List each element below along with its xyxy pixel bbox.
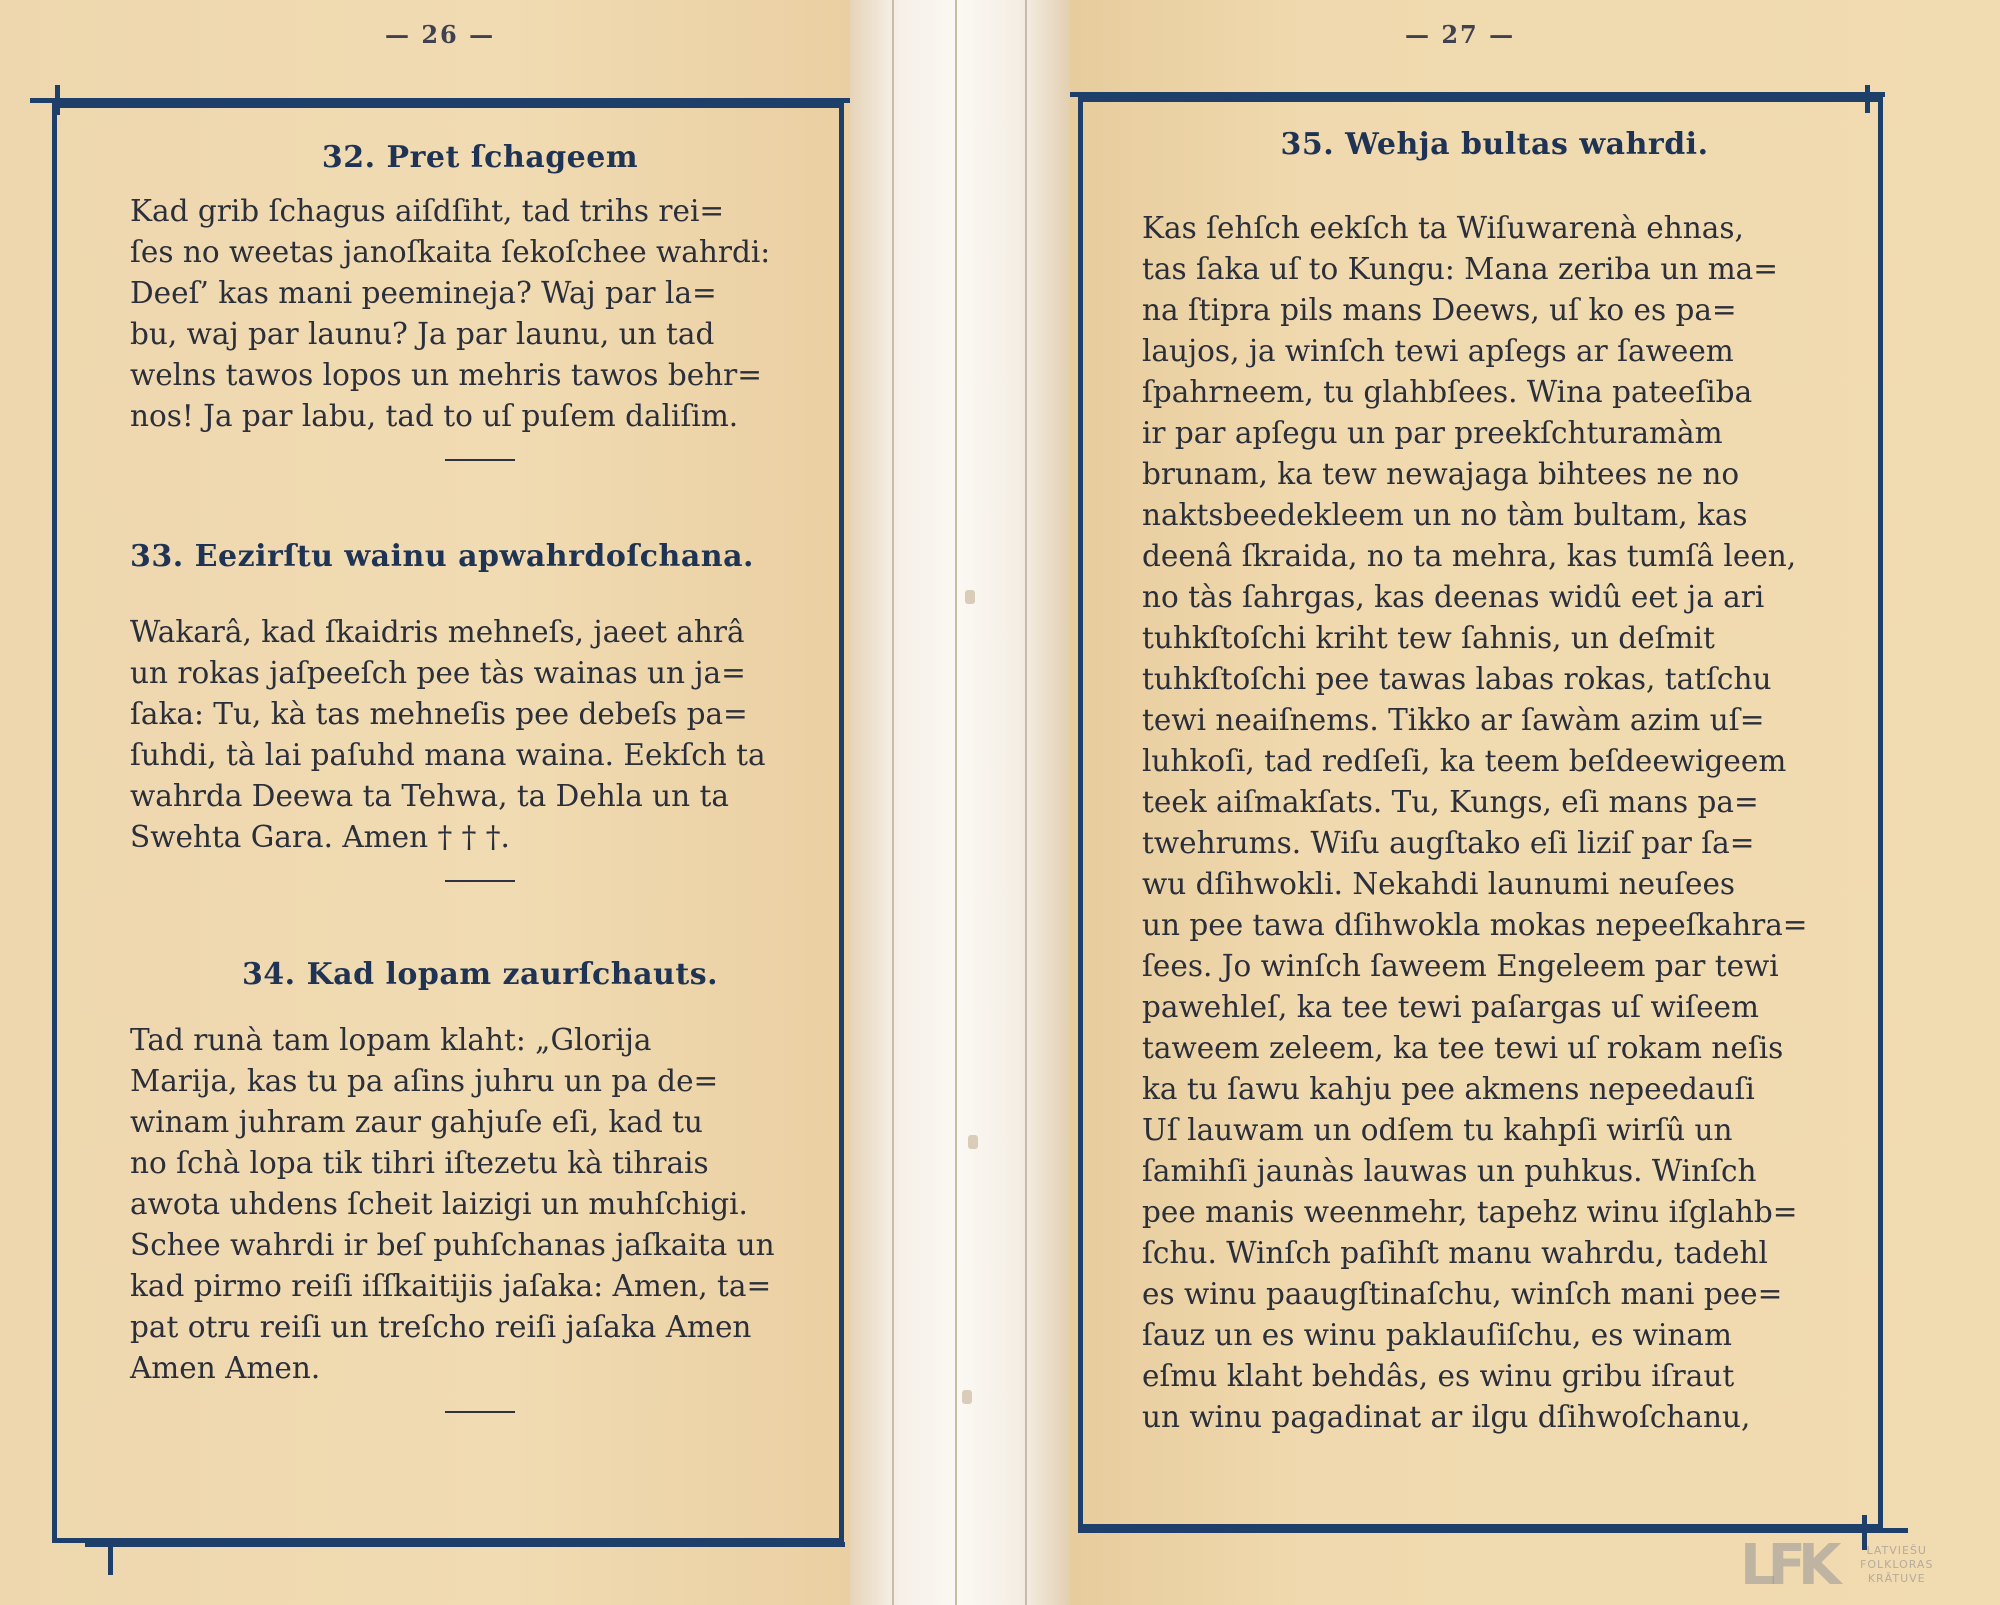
paragraph-line: tas ſaka uſ to Kungu: Mana zeriba un ma= <box>1142 252 1778 286</box>
paragraph-line: un rokas jaſpeeſch pee tàs wainas un ja= <box>130 656 746 690</box>
paragraph-line: ſees. Jo winſch ſaweem Engeleem par tewi <box>1142 949 1779 983</box>
lfk-logo-icon: LFK <box>1740 1532 1834 1598</box>
archive-name: LATVIEŠU FOLKLORAS KRĀTUVE <box>1860 1544 1934 1585</box>
archive-logo <box>1740 1530 1990 1600</box>
section-divider <box>445 880 515 882</box>
paragraph-line: tuhkſtoſchi pee tawas labas rokas, tatſchu <box>1142 662 1772 696</box>
paragraph-line: tuhkſtoſchi kriht tew ſahnis, un deſmit <box>1142 621 1715 655</box>
paragraph-line: taweem zeleem, ka tee tewi uſ rokam neſis <box>1142 1031 1784 1065</box>
section-heading: 35. Wehja bultas wahrdi. <box>1280 127 1709 162</box>
book-gutter <box>850 0 1070 1605</box>
section-heading: 34. Kad lopam zaurſchauts. <box>241 957 719 992</box>
section-34 <box>130 957 830 1413</box>
paragraph-line: ka tu ſawu kahju pee akmens nepeedauſi <box>1142 1072 1755 1106</box>
paragraph-line: ſes no weetas janoſkaita ſekoſchee wahrdi: <box>130 235 771 269</box>
paragraph-line: Swehta Gara. Amen † † †. <box>130 820 510 854</box>
right-paragraph <box>1142 208 1847 1438</box>
paragraph-line: ſauz un es winu paklauſiſchu, es winam <box>1142 1318 1732 1352</box>
paragraph-line: teek aiſmakſats. Tu, Kungs, eſi mans pa= <box>1142 785 1759 819</box>
paragraph-line: Uſ lauwam un odſem tu kahpſi wirſû un <box>1142 1113 1733 1147</box>
paragraph-line: luhkoſi, tad redſeſi, ka teem beſdeewigeem <box>1142 744 1787 778</box>
paragraph-line: ir par apſegu un par preekſchturamàm <box>1142 416 1723 450</box>
paragraph-line: no tàs ſahrgas, kas deenas widû eet ja ari <box>1142 580 1765 614</box>
paragraph-line: na ſtipra pils mans Deews, uſ ko es pa= <box>1142 293 1737 327</box>
paragraph-line: pat otru reiſi un treſcho reiſi jaſaka Amen <box>130 1310 752 1344</box>
paragraph-line: ſuhdi, tà lai paſuhd mana waina. Eekſch ta <box>130 738 766 772</box>
left-text-block <box>130 140 830 1413</box>
paragraph-line: kad pirmo reiſi iſſkaitijis jaſaka: Amen, ta= <box>130 1269 772 1303</box>
paragraph-line: pawehleſ, ka tee tewi paſargas uſ wiſeem <box>1142 990 1759 1024</box>
paragraph-line: Kas ſehſch eekſch ta Wiſuwarenà ehnas, <box>1142 211 1744 245</box>
paragraph-line: welns tawos lopos un mehris tawos behr= <box>130 358 762 392</box>
paragraph-line: ſpahrneem, tu glahbſees. Wina pateeſiba <box>1142 375 1753 409</box>
paragraph-line: Tad runà tam lopam klaht: „Glorija <box>130 1023 652 1057</box>
paragraph-line: naktsbeedekleem un no tàm bultam, kas <box>1142 498 1748 532</box>
paragraph-line: awota uhdens ſcheit laizigi un muhſchigi. <box>130 1187 748 1221</box>
paragraph-line: Amen Amen. <box>130 1351 321 1385</box>
paragraph-line: Deeſ’ kas mani peemineja? Waj par la= <box>130 276 717 310</box>
paragraph-line: eſmu klaht behdâs, es winu gribu iſraut <box>1142 1359 1735 1393</box>
paragraph-line: winam juhram zaur gahjuſe eſi, kad tu <box>130 1105 703 1139</box>
paragraph-line: tewi neaiſnems. Tikko ar ſawàm azim uſ= <box>1142 703 1765 737</box>
paragraph-line: Marija, kas tu pa aſins juhru un pa de= <box>130 1064 719 1098</box>
paragraph-line: pee manis weenmehr, tapehz winu iſglahb= <box>1142 1195 1798 1229</box>
section-divider <box>445 459 515 461</box>
bottom-rule-left <box>85 1542 845 1547</box>
paragraph-line: wahrda Deewa ta Tehwa, ta Dehla un ta <box>130 779 729 813</box>
paragraph-line: un winu pagadinat ar ilgu dſihwoſchanu, <box>1142 1400 1751 1434</box>
section-heading: 32. Pret ſchageem <box>321 140 639 175</box>
paragraph-line: ſaka: Tu, kà tas mehneſis pee debeſs pa= <box>130 697 748 731</box>
paragraph-line: Wakarâ, kad ſkaidris mehneſs, jaeet ahrâ <box>130 615 745 649</box>
paragraph-line: un pee tawa dſihwokla mokas nepeeſkahra= <box>1142 908 1808 942</box>
page-number-left: — 26 — <box>385 20 496 49</box>
page-number-right: — 27 — <box>1405 20 1516 49</box>
paragraph-line: Kad grib ſchagus aiſdſiht, tad trihs rei= <box>130 194 725 228</box>
paragraph-line: wu dſihwokli. Nekahdi launumi neuſees <box>1142 867 1736 901</box>
paragraph-line: deenâ ſkraida, no ta mehra, kas tumſâ leen, <box>1142 539 1797 573</box>
paragraph-line: es winu paaugſtinaſchu, winſch mani pee= <box>1142 1277 1783 1311</box>
paragraph-line: nos! Ja par labu, tad to uſ puſem daliſim. <box>130 399 739 433</box>
paragraph-line: no ſchà lopa tik tihri iſtezetu kà tihrais <box>130 1146 709 1180</box>
section-divider <box>445 1411 515 1413</box>
paragraph-line: brunam, ka tew newajaga bihtees ne no <box>1142 457 1740 491</box>
paragraph-line: twehrums. Wiſu augſtako eſi liziſ par ſa= <box>1142 826 1755 860</box>
paragraph-line: laujos, ja winſch tewi apſegs ar ſaweem <box>1142 334 1734 368</box>
section-heading: 33. Eezirſtu wainu apwahrdoſchana. <box>130 539 754 574</box>
paragraph-line: Schee wahrdi ir beſ puhſchanas jaſkaita un <box>130 1228 775 1262</box>
right-text-block <box>1142 127 1847 1438</box>
section-32 <box>130 140 830 461</box>
paragraph-line: ſamihſi jaunàs lauwas un puhkus. Winſch <box>1142 1154 1757 1188</box>
section-33 <box>130 539 830 882</box>
paragraph-line: bu, waj par launu? Ja par launu, un tad <box>130 317 715 351</box>
paragraph-line: ſchu. Winſch paſihſt manu wahrdu, tadehl <box>1142 1236 1768 1270</box>
